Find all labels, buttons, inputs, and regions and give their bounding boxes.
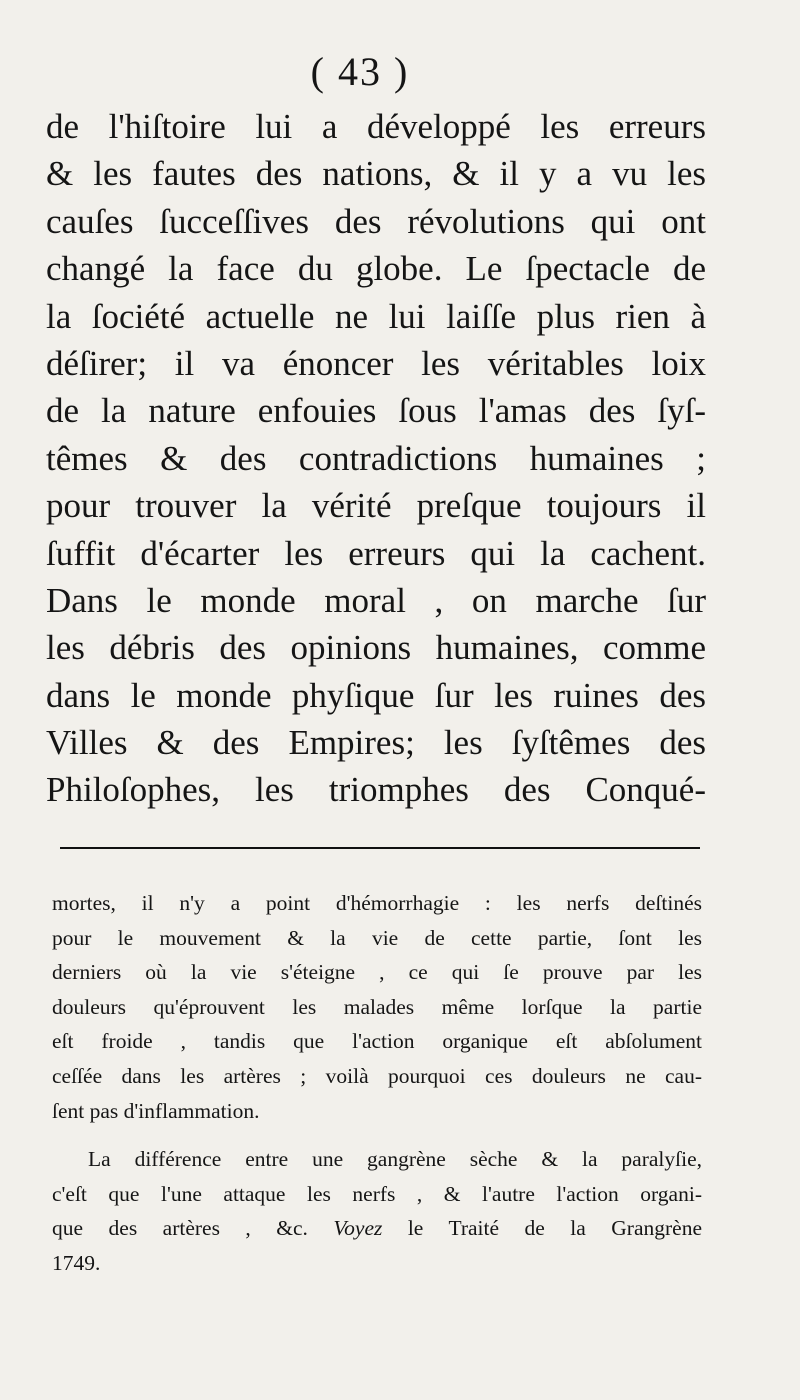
main-text-line: Villes & des Empires; les ſyſtêmes des [46, 723, 706, 763]
footnote-italic-voyez: Voyez [333, 1216, 383, 1241]
footnote-line: douleurs qu'éprouvent les malades même lorſque la partie [52, 994, 702, 1019]
main-text-line: Philoſophes, les triomphes des Conqué- [46, 770, 706, 810]
footnote-block [52, 886, 702, 1281]
main-text-line: dans le monde phyſique ſur les ruines des [46, 675, 706, 715]
footnote-line: mortes, il n'y a point d'hémorrhagie : les nerfs deſtinés [52, 891, 702, 915]
footnote-line: ſent pas d'inflammation. [52, 1098, 260, 1123]
main-text-block [46, 103, 706, 814]
main-text-line: Dans le monde moral , on marche ſur [46, 580, 706, 620]
main-text-line: la ſociété actuelle ne lui laiſſe plus rien à [46, 296, 706, 336]
footnote-text: le Traité de la Grangrène [382, 1216, 702, 1241]
footnote-line: derniers où la vie s'éteigne , ce qui ſe prouve par les [52, 960, 702, 985]
main-text-line: déſirer; il va énoncer les véritables loix [46, 343, 706, 383]
footnote-line: eſt froide , tandis que l'action organique eſt abſolument [52, 1029, 702, 1054]
main-text-line: têmes & des contradictions humaines ; [46, 438, 706, 478]
main-text-line: les débris des opinions humaines, comme [46, 628, 706, 668]
footnote-line: ceſſée dans les artères ; voilà pourquoi ces douleurs ne cau- [52, 1063, 702, 1088]
footnote-separator-rule [60, 847, 700, 849]
main-text-line: cauſes ſucceſſives des révolutions qui ont [46, 201, 706, 241]
main-text-line: pour trouver la vérité preſque toujours il [46, 486, 706, 526]
main-text-line: de l'hiſtoire lui a développé les erreurs [46, 107, 706, 146]
paragraph-gap [52, 1128, 702, 1142]
footnote-year: 1749. [52, 1250, 101, 1275]
footnote-line: pour le mouvement & la vie de cette partie, ſont les [52, 925, 702, 950]
main-text-line: ſuffit d'écarter les erreurs qui la cachent. [46, 533, 706, 573]
main-text-line: de la nature enfouies ſous l'amas des ſyſ- [46, 391, 706, 431]
main-text-line: changé la face du globe. Le ſpectacle de [46, 249, 706, 289]
page-number: ( 43 ) [310, 49, 410, 94]
footnote-line: c'eſt que l'une attaque les nerfs , & l'autre l'action organi- [52, 1181, 702, 1206]
footnote-text: que des artères , &c. [52, 1216, 334, 1241]
main-text-line: & les fautes des nations, & il y a vu les [46, 154, 706, 194]
footnote-line: La différence entre une gangrène sèche & la paralyſie, [88, 1147, 702, 1172]
footnote-line-with-italic [52, 1211, 702, 1246]
